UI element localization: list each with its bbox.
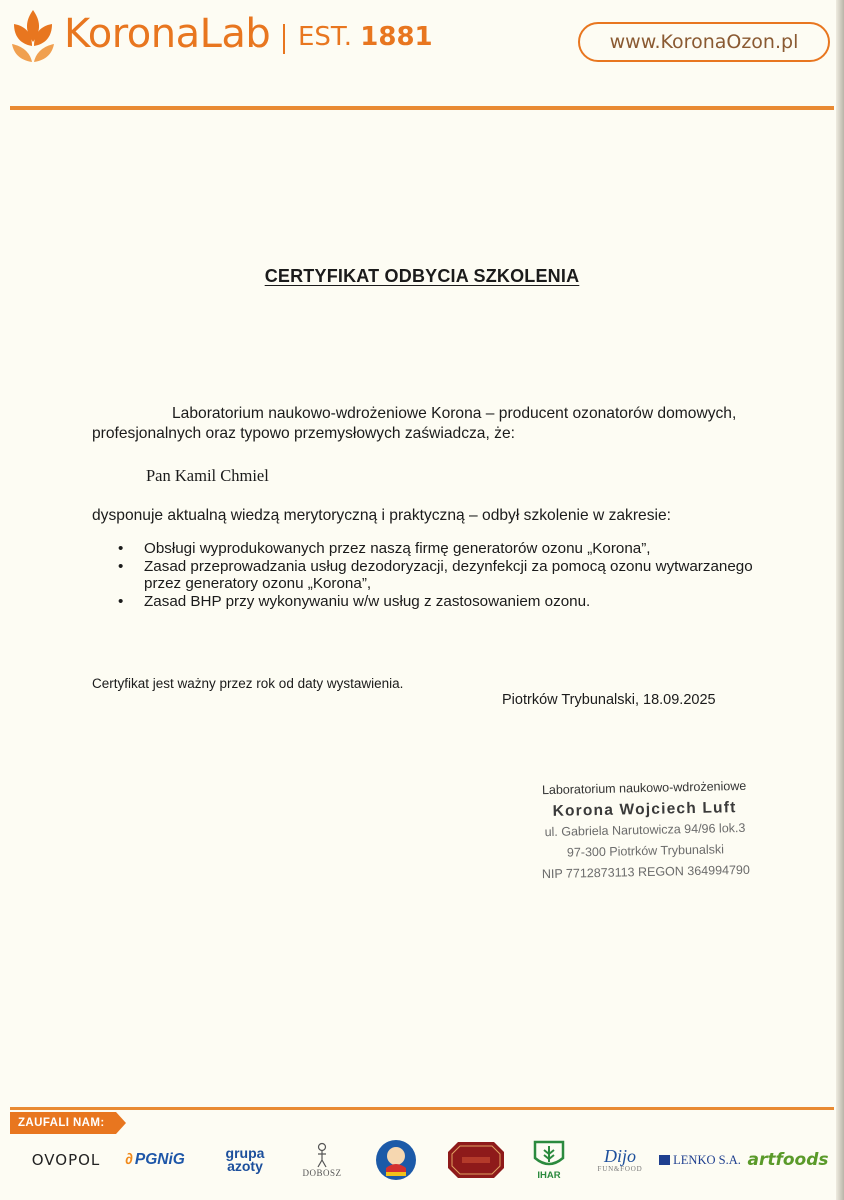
dijo-tagline: FUN&FOOD [597,1165,643,1173]
scan-edge [836,0,844,1200]
scope-intro: dysponuje aktualną wiedzą merytoryczną i praktyczną – odbył szkolenie w zakresie: [92,507,671,524]
lenko-square-icon [659,1155,670,1165]
pgnig-label: PGNiG [134,1151,185,1168]
partner-logo-grupa-azoty [214,1136,276,1184]
company-stamp [519,775,771,885]
stamp-address-2: 97-300 Piotrków Trybunalski [566,842,725,860]
partner-logo-pgnig [112,1136,198,1184]
list-item: • Zasad przeprowadzania usług dezodoryzacji, dezynfekcji za pomocą ozonu wytwarzanego przez generatory ozonu „Korona”, [118,558,758,593]
footer-divider [10,1107,834,1110]
header-divider [10,106,834,110]
validity-note: Certyfikat jest ważny przez rok od daty wystawienia. [92,676,404,691]
stamp-address-1: ul. Gabriela Narutowicza 94/96 lok.3 [544,820,746,840]
partner-logo-lowicz [372,1136,420,1184]
lenko-label: LENKO S.A. [673,1152,741,1167]
trusted-by-badge: ZAUFALI NAM: [10,1112,116,1134]
partner-logo-dijo [588,1136,652,1184]
brand-established [298,24,433,50]
brand-name: KoronaLab [64,11,271,57]
partner-logo-ihar [524,1136,574,1184]
partner-logo-emblem [444,1136,508,1184]
intro-line-2: profesjonalnych oraz typowo przemysłowych zaświadcza, że: [92,425,515,442]
brand-divider [283,24,285,54]
partner-logo-lenko [658,1136,742,1184]
stamp-tax-ids: NIP 7712873113 REGON 364994790 [541,862,751,882]
wheat-shield-icon [532,1140,566,1170]
dobosz-label: DOBOSZ [302,1168,342,1178]
training-scope-list [118,540,758,610]
flame-icon: ∂ [125,1151,133,1168]
azoty-line-2: azoty [227,1158,263,1174]
list-item: • Zasad BHP przy wykonywaniu w/w usług z zastosowaniem ozonu. [118,593,758,611]
est-year: 1881 [360,22,433,52]
leaf-logo-icon [10,8,56,64]
partner-logo-ovopol: OVOPOL [31,1151,101,1169]
figure-icon [315,1142,329,1168]
place-date: Piotrków Trybunalski, 18.09.2025 [502,692,716,708]
list-item: • Obsługi wyprodukowanych przez naszą firmę generatorów ozonu „Korona”, [118,540,758,558]
stamp-company: Korona Wojciech Luft [552,799,737,820]
intro-line-1: Laboratorium naukowo-wdrożeniowe Korona – producent ozonatorów domowych, [172,405,737,422]
dijo-label: Dijo [603,1146,636,1166]
stamp-lab: Laboratorium naukowo-wdrożeniowe [541,778,747,798]
recipient-name: Pan Kamil Chmiel [146,466,269,485]
website-link[interactable]: www.KoronaOzon.pl [578,22,830,62]
azoty-line-1: grupa [225,1145,265,1161]
partner-logo-artfoods: artfoods [747,1150,829,1170]
est-label: EST. [298,22,352,52]
lowicz-emblem-icon [374,1138,418,1182]
ihar-label: IHAR [537,1169,561,1181]
intro-paragraph [92,404,772,444]
partner-logo-dobosz [298,1136,346,1184]
certificate-title: CERTYFIKAT ODBYCIA SZKOLENIA [264,266,580,286]
octagon-emblem-icon [446,1140,506,1180]
